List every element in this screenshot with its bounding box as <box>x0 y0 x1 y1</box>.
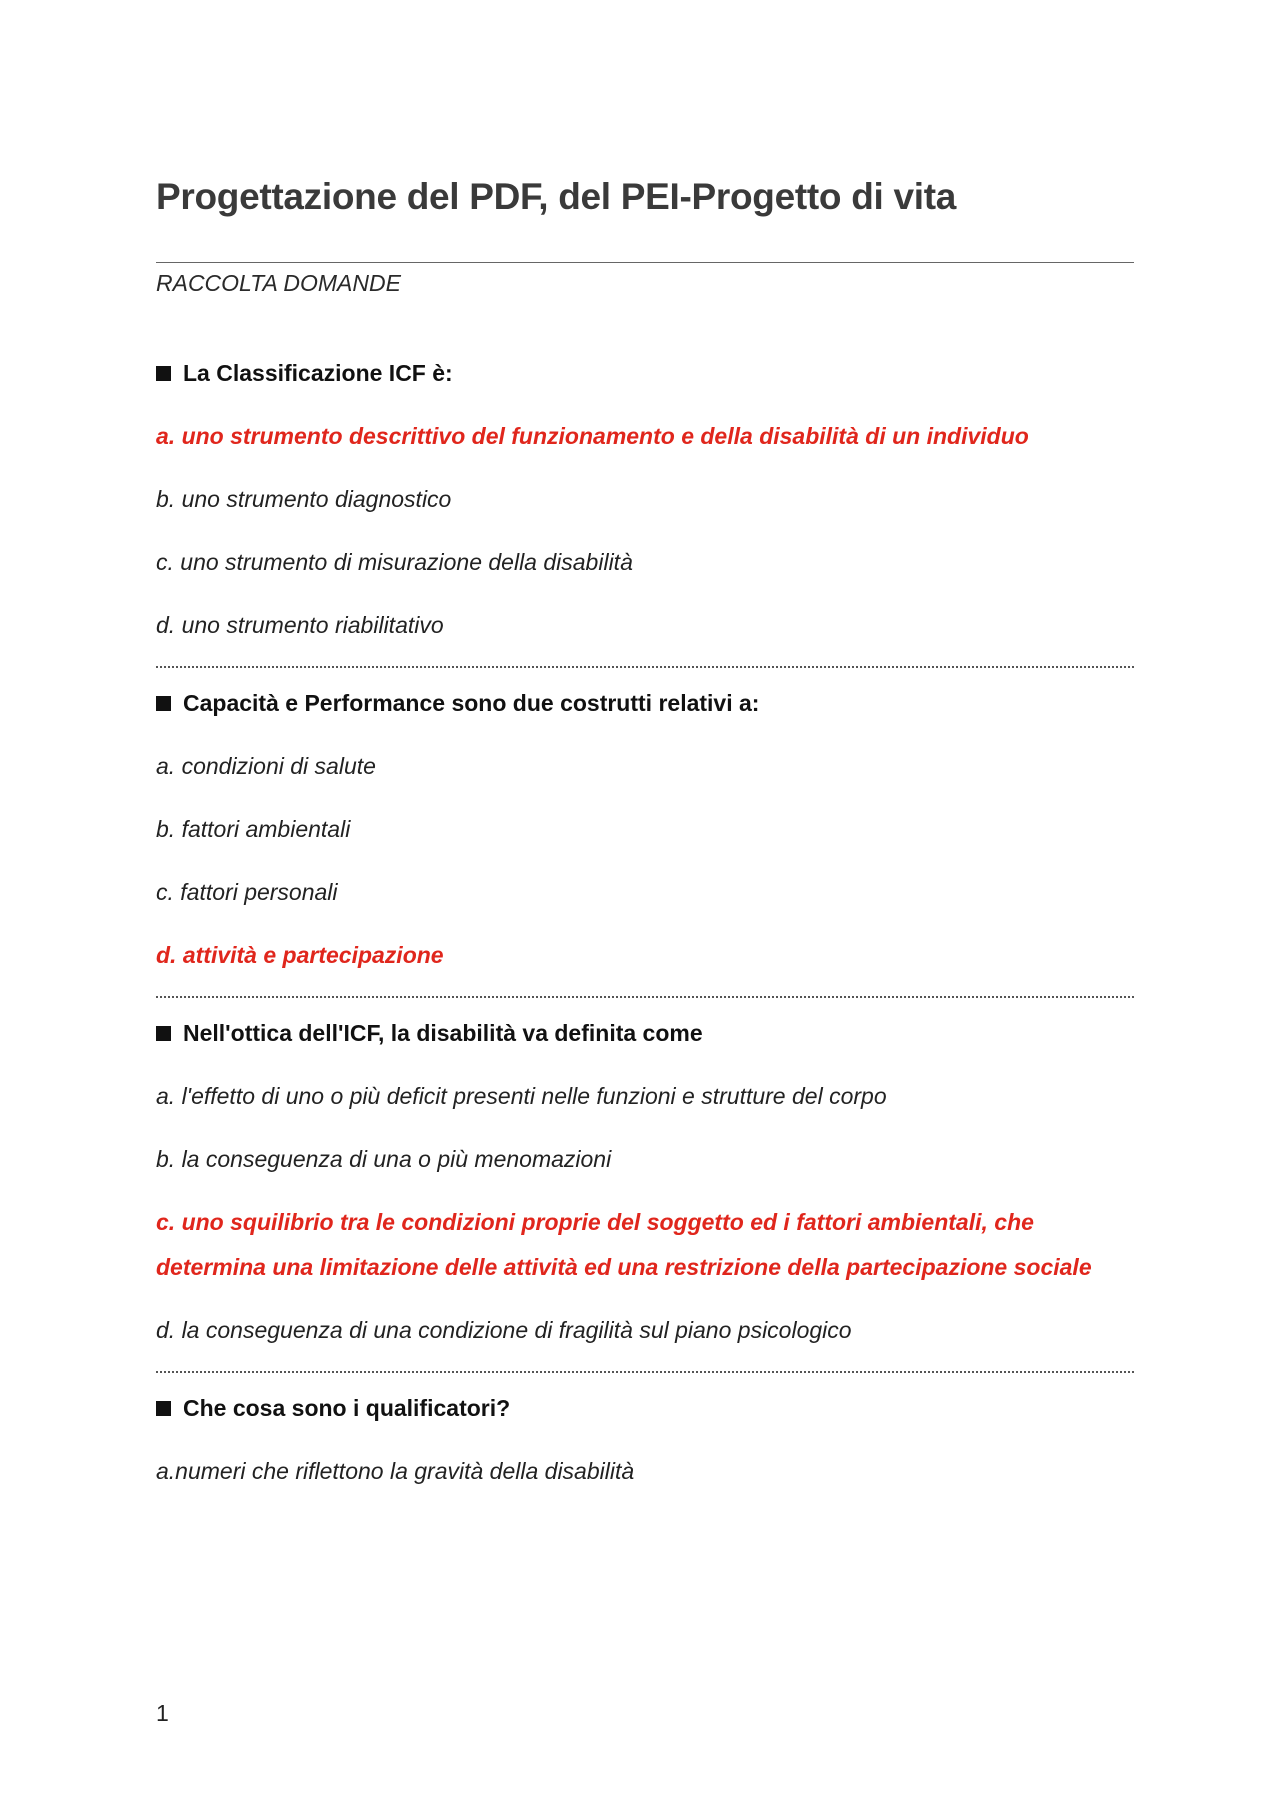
answer-option: d. uno strumento riabilitativo <box>156 612 444 638</box>
dotted-separator <box>156 666 1134 668</box>
square-bullet-icon <box>156 1026 171 1041</box>
question-1 <box>156 350 1134 648</box>
answer-options <box>156 414 1134 648</box>
question-3 <box>156 1010 1134 1353</box>
question-text: Capacità e Performance sono due costrutti relativi a: <box>183 689 760 716</box>
answer-option-correct: d. attività e partecipazione <box>156 942 444 968</box>
answer-option: a.numeri che riflettono la gravità della disabilità <box>156 1458 635 1484</box>
title-divider <box>156 262 1134 263</box>
dotted-separator <box>156 1371 1134 1373</box>
question-list <box>156 350 1134 1512</box>
square-bullet-icon <box>156 696 171 711</box>
question-title <box>156 1010 1134 1056</box>
question-text: Che cosa sono i qualificatori? <box>183 1394 511 1421</box>
square-bullet-icon <box>156 1401 171 1416</box>
answer-option: a. condizioni di salute <box>156 753 376 779</box>
answer-option: b. uno strumento diagnostico <box>156 486 452 512</box>
answer-option-correct: a. uno strumento descrittivo del funzionamento e della disabilità di un individuo <box>156 423 1029 449</box>
question-title <box>156 1385 1134 1431</box>
answer-options <box>156 1449 1134 1494</box>
question-title <box>156 680 1134 726</box>
answer-option: b. fattori ambientali <box>156 816 351 842</box>
answer-option: d. la conseguenza di una condizione di fragilità sul piano psicologico <box>156 1317 852 1343</box>
page-number: 1 <box>156 1700 169 1726</box>
question-text: La Classificazione ICF è: <box>183 359 453 386</box>
answer-options <box>156 1074 1134 1353</box>
answer-option: b. la conseguenza di una o più menomazioni <box>156 1146 612 1172</box>
question-title <box>156 350 1134 396</box>
dotted-separator <box>156 996 1134 998</box>
document-title: Progettazione del PDF, del PEI-Progetto di vita <box>156 176 957 217</box>
question-4 <box>156 1385 1134 1494</box>
answer-option: c. fattori personali <box>156 879 338 905</box>
question-2 <box>156 680 1134 978</box>
answer-option: a. l'effetto di uno o più deficit presenti nelle funzioni e strutture del corpo <box>156 1083 887 1109</box>
document-subtitle: RACCOLTA DOMANDE <box>156 270 401 296</box>
answer-option: c. uno strumento di misurazione della disabilità <box>156 549 633 575</box>
question-text: Nell'ottica dell'ICF, la disabilità va definita come <box>183 1019 703 1046</box>
answer-option-correct: c. uno squilibrio tra le condizioni proprie del soggetto ed i fattori ambientali, che determina una limitazione delle attività ed una restrizione della partecipazione sociale <box>156 1209 1092 1280</box>
square-bullet-icon <box>156 366 171 381</box>
answer-options <box>156 744 1134 978</box>
